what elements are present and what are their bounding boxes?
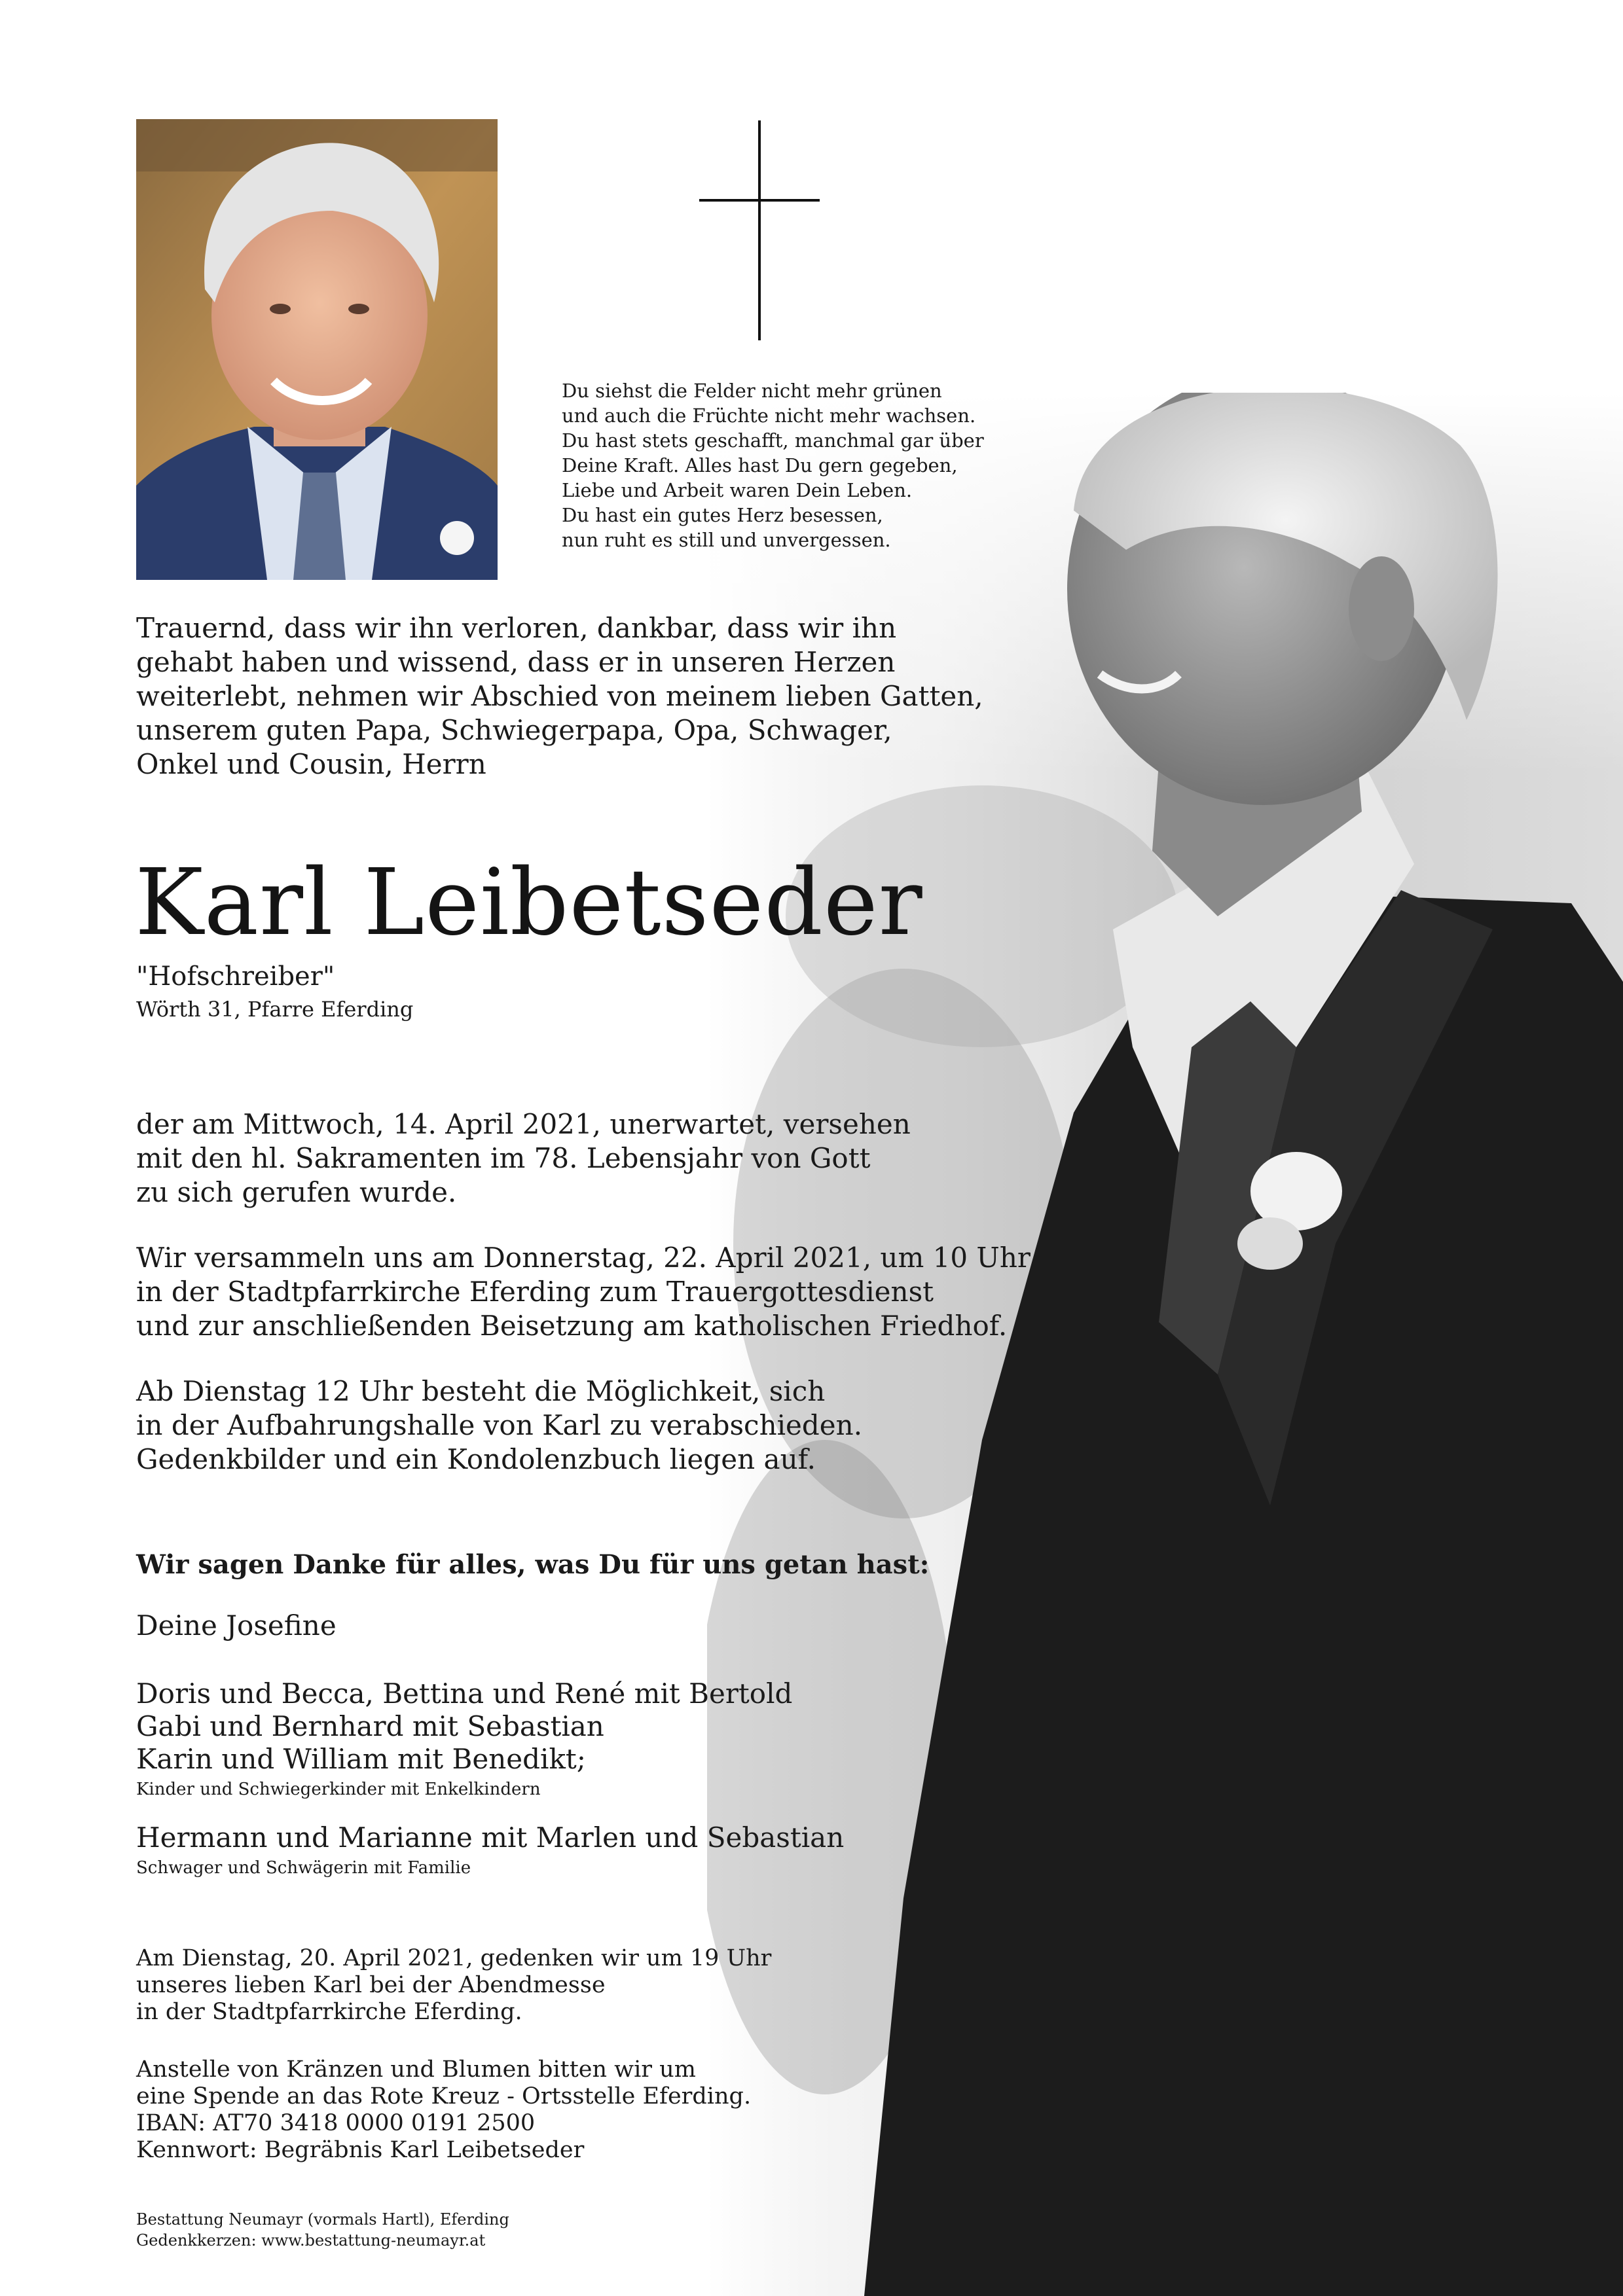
poem-line: Liebe und Arbeit waren Dein Leben. xyxy=(562,479,913,501)
family-children-note: Kinder und Schwiegerkinder mit Enkelkindern xyxy=(136,1780,541,1799)
footer xyxy=(136,2209,509,2251)
funeral-home: Bestattung Neumayr (vormals Hartl), Eferding xyxy=(136,2210,509,2229)
viewing-line: in der Aufbahrungshalle von Karl zu verabschieden. xyxy=(136,1409,863,1441)
donation-line: Anstelle von Kränzen und Blumen bitten wir um xyxy=(136,2056,696,2083)
memorial-mass-line: in der Stadtpfarrkirche Eferding. xyxy=(136,1999,522,2025)
intro-line: unserem guten Papa, Schwiegerpapa, Opa, Schwager, xyxy=(136,714,892,746)
death-notice-line: mit den hl. Sakramenten im 78. Lebensjahr von Gott xyxy=(136,1142,871,1174)
deceased-name: Karl Leibetseder xyxy=(135,850,923,956)
viewing-line: Gedenkbilder und ein Kondolenzbuch liegen auf. xyxy=(136,1443,816,1475)
intro-text xyxy=(136,611,1105,781)
memorial-mass-line: unseres lieben Karl bei der Abendmesse xyxy=(136,1972,606,1998)
memorial-poem xyxy=(562,378,1059,552)
intro-line: Trauernd, dass wir ihn verloren, dankbar, dass wir ihn xyxy=(136,612,897,644)
cross-horizontal-bar xyxy=(699,199,820,202)
family-children-line: Gabi und Bernhard mit Sebastian xyxy=(136,1710,604,1742)
thanks-heading: Wir sagen Danke für alles, was Du für uns getan hast: xyxy=(136,1549,930,1580)
deceased-address: Wörth 31, Pfarre Eferding xyxy=(136,997,414,1022)
memorial-mass-info xyxy=(136,1945,771,2026)
family-children-line: Karin und William mit Benedikt; xyxy=(136,1743,586,1775)
family-inlaws-note: Schwager und Schwägerin mit Familie xyxy=(136,1858,471,1878)
poem-line: und auch die Früchte nicht mehr wachsen. xyxy=(562,404,976,427)
death-notice xyxy=(136,1107,1118,1210)
funeral-line: in der Stadtpfarrkirche Eferding zum Trauergottesdienst xyxy=(136,1276,934,1308)
memorial-mass-line: Am Dienstag, 20. April 2021, gedenken wir um 19 Uhr xyxy=(136,1945,772,1971)
poem-line: Du hast ein gutes Herz besessen, xyxy=(562,504,883,526)
family-wife: Deine Josefine xyxy=(136,1609,337,1641)
death-notice-line: zu sich gerufen wurde. xyxy=(136,1176,457,1208)
poem-line: nun ruht es still und unvergessen. xyxy=(562,529,891,551)
intro-line: gehabt haben und wissend, dass er in unseren Herzen xyxy=(136,646,896,678)
donation-keyword: Kennwort: Begräbnis Karl Leibetseder xyxy=(136,2137,585,2163)
viewing-line: Ab Dienstag 12 Uhr besteht die Möglichkeit, sich xyxy=(136,1375,826,1407)
cross-vertical-bar xyxy=(758,120,761,340)
latin-cross-icon xyxy=(699,120,820,340)
donation-iban: IBAN: AT70 3418 0000 0191 2500 xyxy=(136,2110,536,2136)
intro-line: weiterlebt, nehmen wir Abschied von meinem lieben Gatten, xyxy=(136,680,983,712)
deceased-nickname: "Hofschreiber" xyxy=(136,961,335,992)
donation-info xyxy=(136,2056,751,2164)
donation-line: eine Spende an das Rote Kreuz - Ortsstelle Eferding. xyxy=(136,2083,752,2109)
family-inlaws: Hermann und Marianne mit Marlen und Sebastian xyxy=(136,1821,845,1854)
poem-line: Du hast stets geschafft, manchmal gar über xyxy=(562,429,984,452)
family-children-line: Doris und Becca, Bettina und René mit Bertold xyxy=(136,1677,793,1710)
viewing-info xyxy=(136,1374,1118,1477)
poem-line: Du siehst die Felder nicht mehr grünen xyxy=(562,380,942,402)
funeral-line: Wir versammeln uns am Donnerstag, 22. April 2021, um 10 Uhr xyxy=(136,1242,1030,1274)
poem-line: Deine Kraft. Alles hast Du gern gegeben, xyxy=(562,454,958,476)
funeral-info xyxy=(136,1241,1118,1343)
death-notice-line: der am Mittwoch, 14. April 2021, unerwartet, versehen xyxy=(136,1108,911,1140)
funeral-line: und zur anschließenden Beisetzung am katholischen Friedhof. xyxy=(136,1310,1008,1342)
intro-line: Onkel und Cousin, Herrn xyxy=(136,748,486,780)
portrait-photo xyxy=(136,119,498,580)
candles-website: Gedenkkerzen: www.bestattung-neumayr.at xyxy=(136,2231,486,2250)
